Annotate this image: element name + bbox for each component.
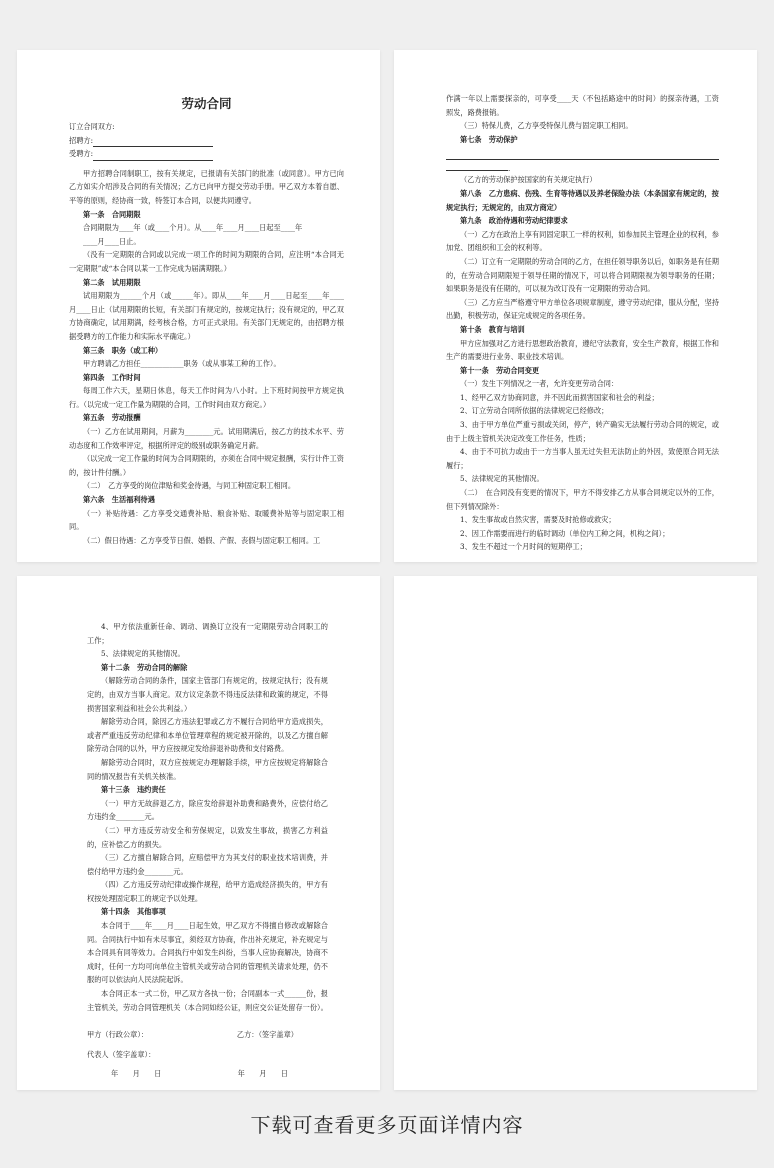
article-14-title: 第十四条 其他事项 bbox=[101, 907, 166, 917]
article-9-p3: （三）乙方应当严格遵守甲方单位各项规章制度，遵守劳动纪律，服从分配，坚持出勤，积极劳动，保证完成规定的各项任务。 bbox=[446, 297, 719, 321]
employer-blank bbox=[93, 136, 213, 147]
party-a-date: 年 月 日 bbox=[111, 1069, 162, 1079]
page-1-content bbox=[69, 96, 344, 547]
article-11-exception-3: 3、发生不超过一个月时间的短期停工； bbox=[460, 542, 587, 552]
page-2-content bbox=[446, 92, 719, 554]
article-6-p1: （一）补贴待遇：乙方享受交通费补贴、粮食补贴、取暖费补贴等与固定职工相同。 bbox=[69, 508, 344, 532]
article-13-p4: （四）乙方违反劳动纪律或操作规程，给甲方造成经济损失的，甲方有权按处理固定职工的规定予以处理。 bbox=[87, 880, 328, 903]
article-14-p2: 本合同正本一式二份，甲乙双方各执一份；合同副本一式______份，报主管机关，劳动合同管理机关（本合同如经公证，则应交公证处留存一份）。 bbox=[87, 989, 328, 1012]
article-11-title: 第十一条 劳动合同变更 bbox=[460, 365, 540, 375]
page-3-content bbox=[87, 620, 328, 1081]
special-care-paragraph: （三）特保儿费，乙方享受特保儿费与固定职工相同。 bbox=[460, 121, 633, 131]
article-11-item-3: 3、由于甲方单位严重亏损或关闭，停产，转产确实无法履行劳动合同的规定，或由于上级主管机关决定改变工作任务，性质； bbox=[446, 420, 719, 443]
article-8-title: 第八条 乙方患病、伤残、生育等待遇以及养老保险办法（本条国家有规定的，按规定执行；无规定的，由双方商定） bbox=[446, 188, 719, 212]
article-11-item-1: 1、经甲乙双方协商同意，并不因此而损害国家和社会的利益； bbox=[460, 392, 659, 402]
article-3-text: 甲方聘请乙方担任____________职务（或从事某工种的工作）。 bbox=[83, 359, 281, 369]
article-13-p1: （一）甲方无故辞退乙方，除应发给辞退补助费和路费外，应偿付给乙方违约金________元。 bbox=[87, 798, 328, 822]
article-11-p1: （一）发生下列情况之一者，允许变更劳动合同： bbox=[460, 379, 619, 389]
article-5-title: 第五条 劳动报酬 bbox=[83, 413, 141, 423]
article-9-p2: （二）订立有一定期限的劳动合同的乙方，在担任领导职务以后，如职务是有任期的，在劳动合同期限短于领导任期的情况下，可以将合同期限视为领导职务的任期；如果职务是没有任期的，可以视为改订没有一定期限的劳动合同。 bbox=[446, 256, 719, 294]
article-6-p2: （二）假日待遇：乙方享受节日假、婚假、产假、丧假与固定职工相同。工 bbox=[83, 535, 321, 545]
article-2-text: 试用期限为______个月（或______年）。即从____年____月____日起至____年____月____日止（试用期限的长短，有关部门有规定的，按规定执行；没有规定的，甲乙双方协商确定，试用期满，经考核合格，方可正式录用。有关部门无规定的，由招聘方根据受聘方的工作能力和实际水平确定。） bbox=[69, 291, 344, 341]
article-1-note: （没有一定期限的合同或以完成一项工作的时间为期限的合同，应注明“本合同无一定期限”或“本合同以某一工作完成为届满期限。） bbox=[69, 250, 344, 273]
article-12-p2: 解除劳动合同，除因乙方违法犯罪或乙方不履行合同给甲方造成损失，或者严重违反劳动纪律和本单位管理章程的规定被开除的，以及乙方擅自解除劳动合同的以外，甲方应按规定发给辞退补助费和支付路费。 bbox=[87, 717, 328, 754]
article-3-title: 第三条 职务（或工种） bbox=[83, 345, 163, 355]
download-more-notice[interactable]: 下载可查看更多页面详情内容 bbox=[250, 1113, 524, 1137]
article-7-note: （乙方的劳动保护按国家的有关规定执行） bbox=[460, 175, 597, 185]
article-9-p1: （一）乙方在政治上享有同固定职工一样的权利，如参加民主管理企业的权利，参加党、团组织和工会的权利等。 bbox=[446, 229, 719, 253]
document-page-2 bbox=[394, 50, 757, 562]
article-9-title: 第九条 政治待遇和劳动纪律要求 bbox=[460, 216, 568, 226]
article-6-title: 第六条 生活福利待遇 bbox=[83, 495, 155, 505]
article-14-p1: 本合同于____年____月____日起生效，甲乙双方不得擅自修改或解除合同。合同执行中如有未尽事宜，须经双方协商，作出补充规定，补充规定与本合同具有同等效力。合同执行中如发生纠纷，当事人应协商解决，协商不成时，任何一方均可向单位主管机关或劳动合同的管理机关请求处理，仍不服的可以依法向人民法院起诉。 bbox=[87, 921, 328, 985]
representative-label: 代表人（签字盖章）： bbox=[87, 1049, 156, 1059]
party-a-signature-label: 甲方（行政公章）： bbox=[87, 1030, 149, 1040]
contract-title: 劳动合同 bbox=[181, 96, 232, 111]
signature-row bbox=[87, 1028, 328, 1042]
item-5: 5、法律规定的其他情况。 bbox=[101, 649, 185, 659]
article-11-item-5: 5、法律规定的其他情况。 bbox=[460, 474, 544, 484]
field-employee bbox=[69, 147, 344, 161]
item-4: 4、甲方依法重新任命、调动、调换订立没有一定期限劳动合同职工的工作； bbox=[87, 622, 328, 645]
article-5-p3: （二） 乙方享受的岗位津贴和奖金待遇，与同工种固定职工相同。 bbox=[83, 481, 296, 491]
field-employer-label: 招聘方: bbox=[69, 135, 93, 145]
document-page-3 bbox=[17, 576, 380, 1090]
party-b-date: 年 月 日 bbox=[237, 1069, 288, 1079]
article-4-title: 第四条 工作时间 bbox=[83, 372, 141, 382]
date-row bbox=[87, 1067, 328, 1081]
field-employer bbox=[69, 134, 344, 148]
article-7-blank-2-row: . bbox=[446, 160, 719, 173]
article-1-line-2: ____月____日止。 bbox=[83, 236, 141, 246]
article-12-title: 第十二条 劳动合同的解除 bbox=[101, 662, 188, 672]
article-2-title: 第二条 试用期限 bbox=[83, 277, 141, 287]
article-11-exception-1: 1、发生事故或自然灾害，需要及时抢修或救灾； bbox=[460, 515, 616, 525]
field-employee-label: 受聘方: bbox=[69, 149, 93, 159]
field-parties bbox=[69, 120, 344, 134]
article-13-title: 第十三条 违约责任 bbox=[101, 785, 166, 795]
article-4-text: 每周工作六天，星期日休息，每天工作时间为八小时。上下班时间按甲方规定执行。（以完成一定工作量为期限的合同，工作时间由双方商定。） bbox=[69, 386, 344, 409]
article-13-p2: （二）甲方违反劳动安全和劳保规定，以致发生事故，损害乙方利益的，应补偿乙方的损失。 bbox=[87, 825, 328, 849]
article-1-line-1: 合同期限为____年（或____个月）。从____年____月____日起至____年 bbox=[83, 223, 303, 233]
article-7-blank-2 bbox=[446, 160, 508, 171]
article-11-p2: （二） 在合同没有变更的情况下，甲方不得安排乙方从事合同规定以外的工作，但下列情况除外： bbox=[446, 488, 719, 511]
article-11-item-4: 4、由于不可抗力或由于一方当事人虽无过失但无法防止的外因，致使原合同无法履行； bbox=[446, 447, 719, 470]
article-10-title: 第十条 教育与培训 bbox=[460, 324, 525, 334]
article-12-p3: 解除劳动合同时，双方应按规定办理解除手续，甲方应按规定将解除合同的情况报告有关机关核准。 bbox=[87, 757, 328, 781]
article-13-p3: （三）乙方擅自解除合同，应赔偿甲方为其支付的职业技术培训费，并偿付给甲方违约金________元。 bbox=[87, 853, 328, 876]
employee-blank bbox=[93, 150, 213, 161]
article-1-title: 第一条 合同期限 bbox=[83, 209, 141, 219]
article-7-blank-1 bbox=[446, 146, 719, 160]
article-5-p1: （一）乙方在试用期间，月薪为________元。试用期满后，按乙方的技术水平、劳动态度和工作效率评定，根据所评定的级别或职务确定月薪。 bbox=[69, 427, 344, 450]
document-page-1 bbox=[17, 50, 380, 562]
continued-paragraph: 作满一年以上需要探亲的，可享受____天（不包括路途中的时间）的探亲待遇，工资照发，路费报销。 bbox=[446, 94, 719, 117]
party-b-signature-label: 乙方：（签字盖章） bbox=[236, 1030, 298, 1040]
article-11-exception-2: 2、因工作需要而进行的临时调动（单位内工种之间，机构之间）； bbox=[460, 528, 670, 538]
article-5-p2: （以完成一定工作量的时间为合同期限的，亦须在合同中规定报酬，实行计件工资的，按计件付酬。） bbox=[69, 454, 344, 477]
field-parties-label: 订立合同双方: bbox=[69, 122, 115, 131]
article-12-p1: （解除劳动合同的条件，国家主管部门有规定的，按规定执行；没有规定的，由双方当事人商定。双方议定条款不得违反法律和政策的规定，不得损害国家利益和社会公共利益。） bbox=[87, 676, 328, 713]
document-page-4-blank bbox=[394, 576, 757, 1090]
article-7-title: 第七条 劳动保护 bbox=[460, 134, 518, 144]
intro-paragraph: 甲方招聘合同制职工，按有关规定，已报请有关部门的批准（或同意）。甲方已向乙方如实介绍涉及合同的有关情况；乙方已向甲方提交劳动手册。甲乙双方本着自愿、平等的原则，经协商一致，特签订本合同，以便共同遵守。 bbox=[69, 168, 344, 205]
article-11-item-2: 2、订立劳动合同所依据的法律规定已经修改； bbox=[460, 406, 609, 416]
article-10-text: 甲方应加强对乙方进行思想政治教育，遵纪守法教育，安全生产教育，根据工作和生产的需要进行业务、职业技术培训。 bbox=[446, 338, 719, 362]
